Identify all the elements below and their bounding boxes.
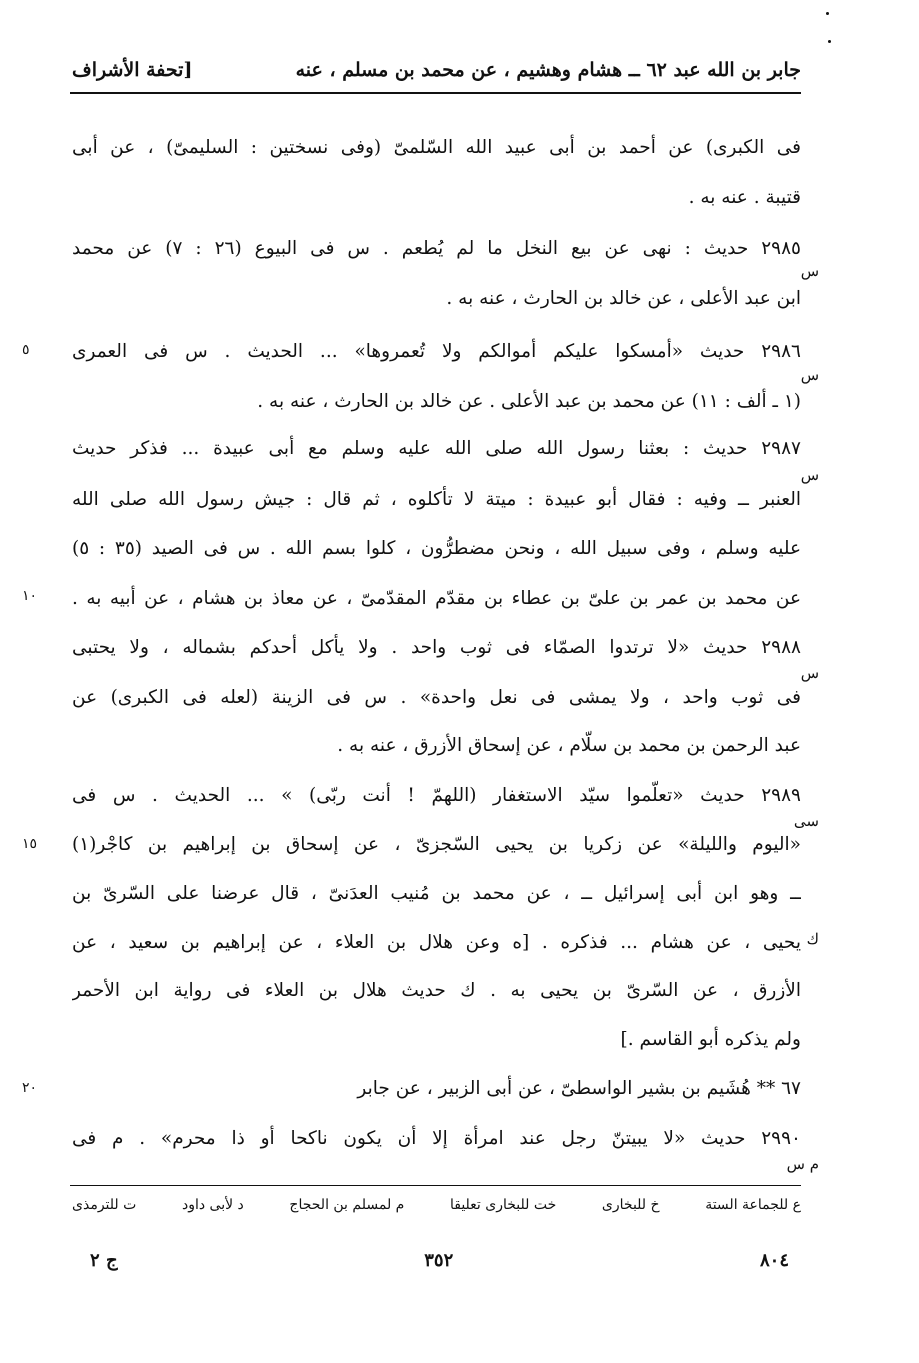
sigil: م س [786, 1155, 819, 1173]
margin-number: ٢٠ [22, 1080, 38, 1096]
abbreviation: م لمسلم بن الحجاج [289, 1197, 405, 1213]
sigil: سى [793, 812, 819, 830]
text-line: عليه وسلم ، وفى سبيل الله ، ونحن مضطرُّون ، كلوا بسم الله . س فى الصيد (٣٥ : ٥) [72, 538, 801, 559]
abbreviation: خ للبخارى [601, 1197, 660, 1213]
hadith-2988-line: ٢٩٨٨ حديث «لا ترتدوا الصمّاء فى ثوب واحد . ولا يأكل أحدكم بشماله ، ولا يحتبى [72, 637, 801, 658]
volume-number: ج ٢ [90, 1250, 118, 1271]
hadith-2987-line: ٢٩٨٧ حديث : بعثنا رسول الله صلى الله عليه وسلم مع أبى عبيدة ... فذكر حديث [72, 438, 801, 459]
abbreviation: د لأبى داود [181, 1197, 244, 1213]
running-header [72, 50, 801, 90]
text-line: ولم يذكره أبو القاسم .] [620, 1029, 801, 1050]
sigil: س [800, 262, 819, 280]
margin-number: ١٥ [22, 836, 38, 852]
text-line: (١ ـ ألف : ١١) عن محمد بن عبد الأعلى . عن خالد بن الحارث ، عنه به . [257, 391, 801, 412]
page-footer [90, 1250, 789, 1280]
sigil: س [800, 664, 819, 682]
page-number: ٨٠٤ [759, 1250, 789, 1271]
text-line: عبد الرحمن بن محمد بن سلّام ، عن إسحاق الأزرق ، عنه به . [337, 735, 801, 756]
abbreviation: خت للبخارى تعليقا [449, 1197, 557, 1213]
abbreviations-key [72, 1197, 801, 1227]
abbreviation: ع للجماعة الستة [705, 1197, 801, 1213]
text-line: ابن عبد الأعلى ، عن خالد بن الحارث ، عنه به . [446, 288, 801, 309]
text-line: العنبر ــ وفيه : فقال أبو عبيدة : ميتة لا تأكلوه ، ثم قال : جيش رسول الله صلى الله [72, 489, 801, 510]
margin-number: ١٠ [22, 588, 38, 604]
text-line: عن محمد بن عمر بن علىّ بن عطاء بن مقدّم المقدّمىّ ، عن معاذ بن هشام ، عن أبيه به . [72, 588, 801, 609]
hadith-2990-line: ٢٩٩٠ حديث «لا يبيتنّ رجل عند امرأة إلا أن يكون ناكحا أو ذا محرم» . م فى [72, 1128, 801, 1149]
text-line: فى الكبرى) عن أحمد بن أبى عبيد الله السّلمىّ (وفى نسختين : السليمىّ) ، عن أبى [72, 137, 801, 158]
speck-mark [826, 12, 829, 15]
hadith-2989-line: ٢٩٨٩ حديث «تعلّموا سيّد الاستغفار (اللهمّ ! أنت ربّى) » ... الحديث . س فى [72, 785, 801, 806]
abbreviation: ت للترمذى [72, 1197, 137, 1213]
hadith-2985-line: ٢٩٨٥ حديث : نهى عن بيع النخل ما لم يُطعم . س فى البيوع (٢٦ : ٧) عن محمد [72, 238, 801, 259]
sigil: س [800, 466, 819, 484]
text-line: يحيى ، عن هشام ... فذكره . [ه وعن هلال بن العلاء ، عن إبراهيم بن سعيد ، عن [72, 932, 801, 953]
text-line: فى ثوب واحد ، ولا يمشى فى نعل واحدة» . س فى الزينة (لعله فى الكبرى) عن [72, 687, 801, 708]
text-line: ــ وهو ابن أبى إسرائيل ــ ، عن محمد بن مُنيب العدَنىّ ، قال عرضنا على السّرىّ بن [72, 883, 801, 904]
header-rule [70, 92, 801, 94]
text-line: الأزرق ، عن السّرىّ بن يحيى به . ك حديث هلال بن العلاء فى رواية ابن الأحمر [72, 980, 801, 1001]
page-number-center: ٣٥٢ [424, 1250, 454, 1271]
section-heading-67: ٦٧ ** هُشَيم بن بشير الواسطىّ ، عن أبى الزبير ، عن جابر [357, 1078, 801, 1099]
sigil: ك [806, 930, 819, 948]
margin-number: ٥ [22, 342, 30, 358]
header-left: [تحفة الأشراف [72, 59, 193, 81]
header-right: جابر بن الله عبد ٦٢ ــ هشام وهشيم ، عن محمد بن مسلم ، عنه [295, 59, 801, 81]
speck-mark [828, 40, 831, 43]
sigil: س [800, 366, 819, 384]
text-line: «اليوم والليلة» عن زكريا بن يحيى السّجزىّ ، عن إسحاق بن إبراهيم بن كاجْر(١) [72, 834, 801, 855]
footer-rule [70, 1185, 801, 1186]
hadith-2986-line: ٢٩٨٦ حديث «أمسكوا عليكم أموالكم ولا تُعمروها» ... الحديث . س فى العمرى [72, 341, 801, 362]
text-line: قتيبة . عنه به . [688, 187, 801, 208]
